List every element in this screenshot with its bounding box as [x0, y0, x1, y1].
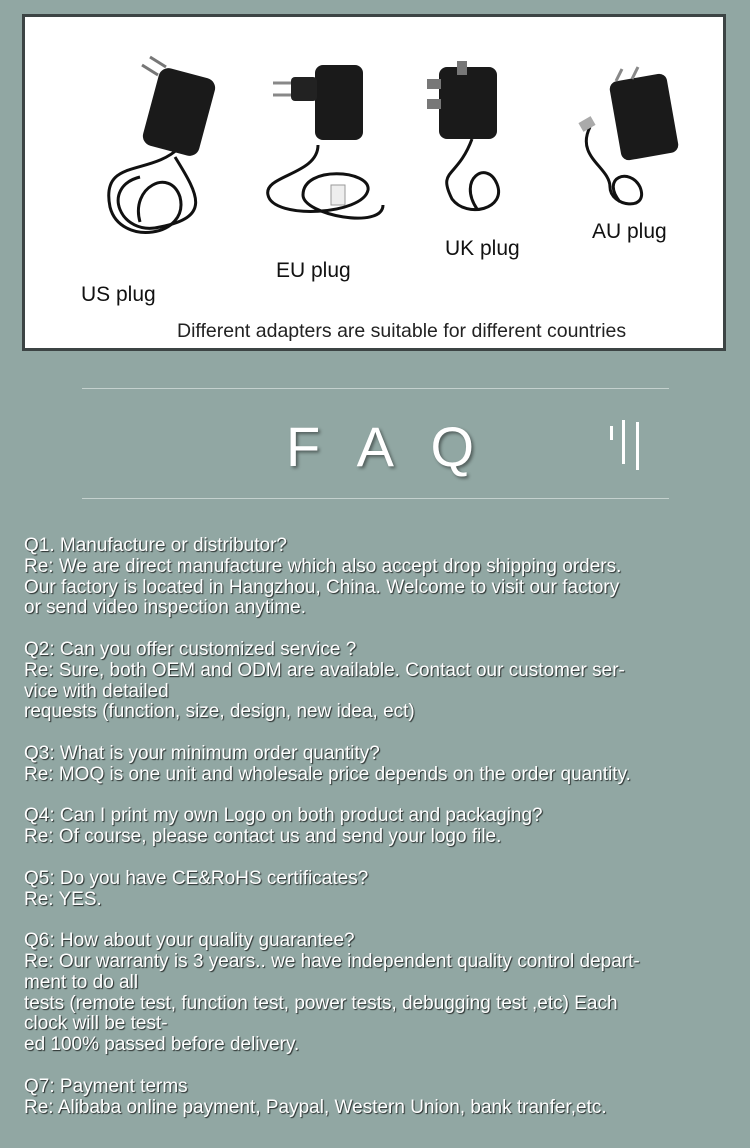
- faq-answer-line: Re: We are direct manufacture which also accept drop shipping orders.: [24, 555, 622, 577]
- faq-answer-line: or send video inspection anytime.: [24, 597, 306, 619]
- faq-question: Q2: Can you offer customized service ?: [24, 638, 357, 660]
- faq-item-q6: [24, 931, 724, 1056]
- faq-answer-line: Our factory is located in Hangzhou, China. Welcome to visit our factory: [24, 576, 620, 598]
- faq-item-q5: [24, 869, 724, 911]
- au-plug-label: AU plug: [592, 220, 667, 243]
- eu-plug-adapter-image: [243, 55, 393, 235]
- faq-question: Q1. Manufacture or distributor?: [24, 535, 287, 556]
- faq-answer-line: tests (remote test, function test, power tests, debugging test ,etc) Each: [24, 992, 618, 1014]
- faq-question: Q4: Can I print my own Logo on both product and packaging?: [24, 805, 543, 827]
- faq-question: Q5: Do you have CE&RoHS certificates?: [24, 867, 369, 889]
- us-plug-adapter-image: [70, 47, 220, 257]
- faq-title: F A Q: [286, 415, 487, 478]
- decorative-bars-icon: [610, 420, 644, 472]
- uk-plug-adapter-image: [417, 59, 537, 219]
- faq-answer-line: ed 100% passed before delivery.: [24, 1034, 300, 1056]
- faq-question: Q7: Payment terms: [24, 1075, 188, 1097]
- faq-item-q1: [24, 536, 724, 619]
- faq-answer-line: vice with detailed: [24, 680, 169, 702]
- au-plug-adapter-image: [570, 57, 690, 217]
- faq-answer-line: Re: YES.: [24, 888, 102, 910]
- faq-answer-line: requests (function, size, design, new idea, ect): [24, 701, 415, 723]
- faq-item-q3: [24, 744, 724, 786]
- uk-plug-label: UK plug: [445, 237, 520, 260]
- faq-question: Q3: What is your minimum order quantity?: [24, 742, 380, 764]
- faq-answer-line: ment to do all: [24, 971, 139, 993]
- faq-answer-line: Re: Alibaba online payment, Paypal, Western Union, bank tranfer,etc.: [24, 1096, 607, 1118]
- faq-answer-line: clock will be test-: [24, 1013, 168, 1035]
- plug-caption: Different adapters are suitable for different countries: [177, 320, 627, 342]
- faq-answer-line: Re: MOQ is one unit and wholesale price depends on the order quantity.: [24, 763, 631, 785]
- faq-item-q2: [24, 640, 724, 723]
- us-plug-label: US plug: [81, 283, 156, 306]
- plug-types-panel: [22, 14, 726, 351]
- faq-answer-line: Re: Of course, please contact us and send your logo file.: [24, 826, 502, 848]
- faq-item-q7: [24, 1077, 724, 1119]
- faq-question: Q6: How about your quality guarantee?: [24, 930, 355, 952]
- faq-top-divider: [82, 388, 669, 389]
- faq-item-q4: [24, 806, 724, 848]
- faq-bottom-divider: [82, 498, 669, 499]
- faq-answer-line: Re: Our warranty is 3 years.. we have independent quality control depart-: [24, 950, 640, 972]
- faq-answer-line: Re: Sure, both OEM and ODM are available. Contact our customer ser-: [24, 659, 625, 681]
- eu-plug-label: EU plug: [276, 259, 351, 282]
- faq-list: [24, 536, 724, 1139]
